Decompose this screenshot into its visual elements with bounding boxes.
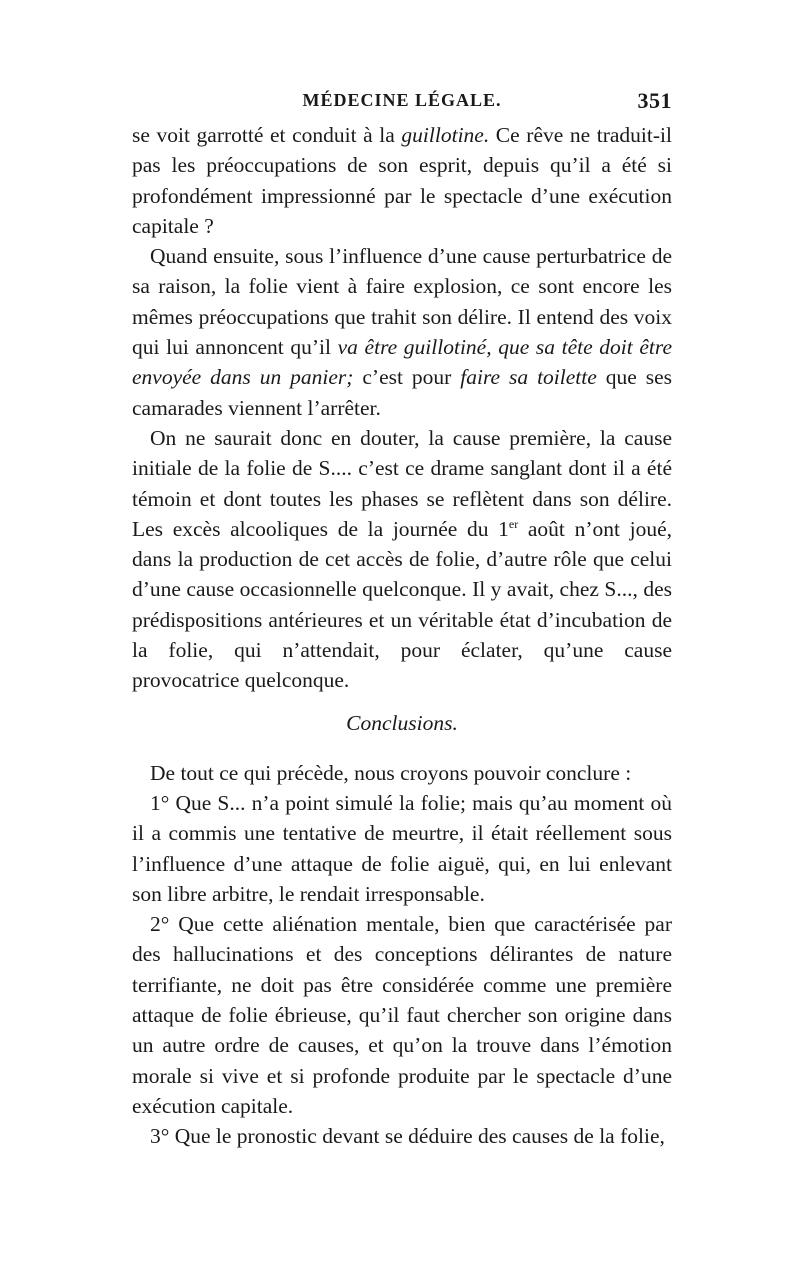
conclusions-intro: De tout ce qui précède, nous croyons pouvoir conclure : — [150, 760, 632, 785]
conclusion-item-1: 1° Que S... n’a point simulé la folie; mais qu’au moment où il a commis une tentative de meurtre, il était réellement sous l’influence d’une attaque de folie aiguë, qui, en lui enlevant son libre arbitre, le rendait irresponsable. — [132, 790, 672, 906]
paragraph-1-segment: se voit garrotté et conduit à la — [132, 123, 402, 147]
paragraph-2-segment: c’est pour — [353, 365, 461, 390]
paragraph-1-segment: Ce rêve ne traduit-il pas les préoccupations de son esprit, depuis qu’il a été si profondément impressionné par le spectacle d’une exécution capitale ? — [132, 123, 672, 238]
running-title: MÉDECINE LÉGALE. — [302, 90, 502, 110]
paragraph-3-segment: août n’ont joué, dans la production de cet accès de folie, d’autre rôle que celui d’une cause occasionnelle quelconque. Il y avait, chez S..., des prédispositions antérieures et un véritable état d’incubation de la folie, qui n’attendait, pour éclater, qu’une cause provocatrice quelconque. — [132, 516, 673, 693]
paragraph-3-segment: On ne saurait donc en douter, la cause première, la cause initiale de la folie de S.... c’est ce drame sanglant dont il a été témoin et dont toutes les phases se reflètent dans son délire. Les excès alcooliques de la journée du 1 — [132, 425, 672, 541]
paragraph-2-segment: Quand ensuite, sous l’influence d’une cause perturbatrice de sa raison, la folie vient à faire explosion, ce sont encore les mêmes préoccupations que trahit son délire. Il entend des voix qui lui annoncent qu’il — [132, 244, 672, 360]
paragraph-3 — [132, 423, 672, 696]
paragraph-1 — [132, 120, 672, 241]
section-heading-conclusions: Conclusions. — [346, 710, 458, 735]
paragraph-2-segment: que ses camarades viennent l’arrêter. — [132, 365, 672, 420]
running-head — [132, 86, 672, 120]
book-page — [132, 86, 672, 1152]
conclusion-item-3: 3° Que le pronostic devant se déduire des causes de la folie, — [150, 1124, 665, 1149]
paragraph-2-italic: va être guillotiné, que sa tête doit être envoyée dans un panier; — [132, 335, 672, 390]
conclusion-item-2: 2° Que cette aliénation mentale, bien que caractérisée par des hallucinations et des conceptions délirantes de nature terrifiante, ne doit pas être considérée comme une première attaque de folie ébrieuse, qu’il faut chercher son origine dans un autre ordre de causes, et qu’on la trouve dans l’émotion morale si vive et si profonde produite par le spectacle d’une exécution capitale. — [132, 912, 672, 1118]
page-number: 351 — [637, 88, 672, 113]
paragraph-1-italic: guillotine. — [401, 123, 490, 147]
paragraph-2-italic: faire sa toilette — [460, 365, 597, 390]
body-text — [132, 120, 672, 1152]
paragraph-2 — [132, 241, 672, 423]
ordinal-superscript: er — [508, 516, 519, 531]
